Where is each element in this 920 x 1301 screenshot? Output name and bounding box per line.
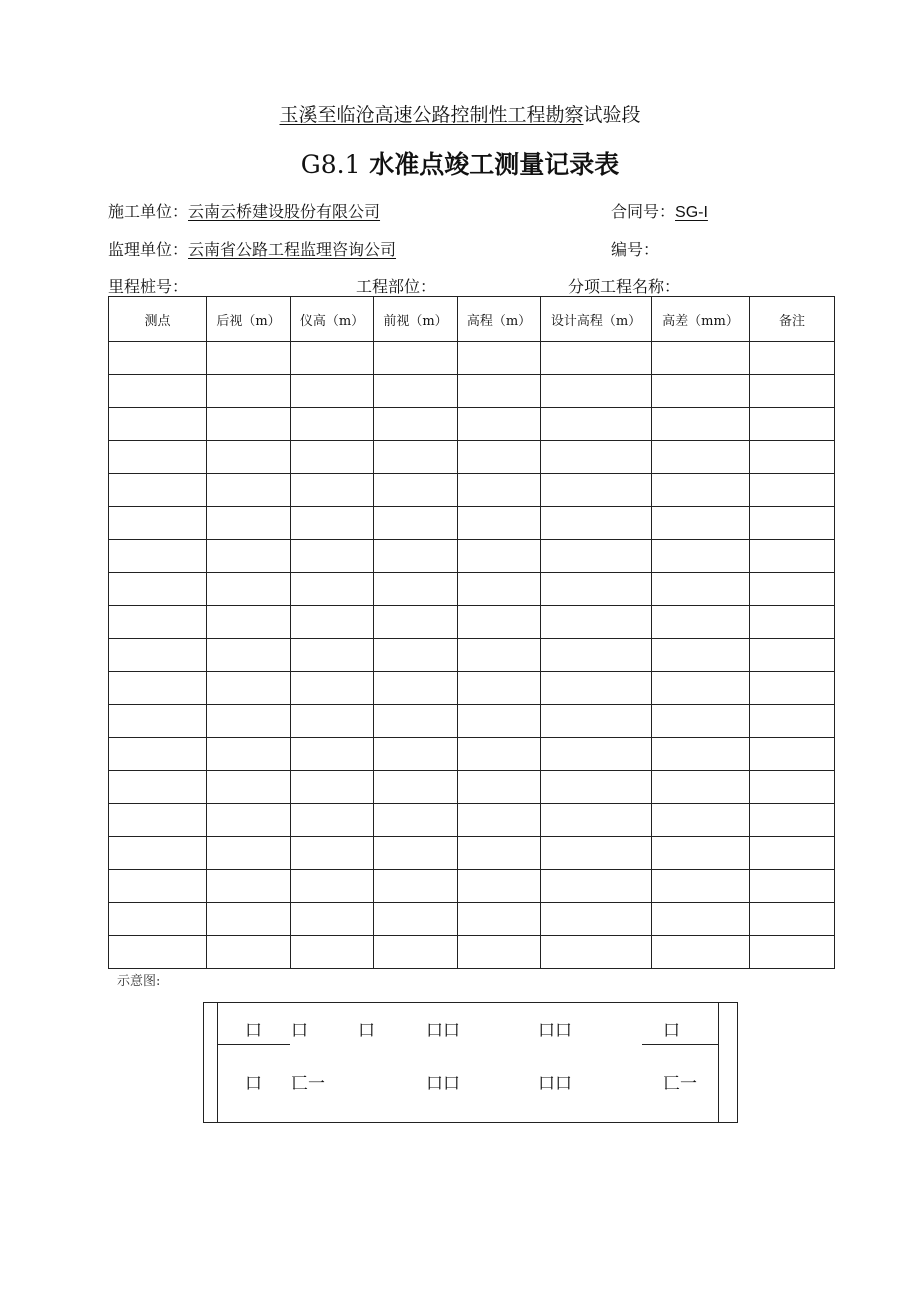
table-cell[interactable]	[541, 936, 652, 969]
table-cell[interactable]	[291, 672, 374, 705]
table-cell[interactable]	[652, 408, 750, 441]
table-cell[interactable]	[458, 639, 541, 672]
table-cell[interactable]	[541, 804, 652, 837]
table-cell[interactable]	[652, 771, 750, 804]
table-cell[interactable]	[291, 408, 374, 441]
table-cell[interactable]	[541, 540, 652, 573]
table-cell[interactable]	[109, 804, 207, 837]
table-cell[interactable]	[109, 936, 207, 969]
benchmark-marker: 口	[663, 1021, 680, 1041]
table-cell[interactable]	[109, 606, 207, 639]
table-row	[109, 408, 835, 441]
table-cell[interactable]	[207, 771, 291, 804]
table-row	[109, 936, 835, 969]
table-cell[interactable]	[652, 606, 750, 639]
table-cell[interactable]	[207, 837, 291, 870]
sketch-left-road-edge	[218, 1044, 290, 1045]
table-cell[interactable]	[109, 870, 207, 903]
table-cell[interactable]	[458, 573, 541, 606]
contractor-value: 云南云桥建设股份有限公司	[188, 202, 381, 221]
table-cell[interactable]	[652, 672, 750, 705]
table-cell[interactable]	[109, 672, 207, 705]
table-cell[interactable]	[374, 606, 458, 639]
contractor-row	[108, 199, 380, 222]
benchmark-marker-pair: 口口	[426, 1021, 460, 1041]
table-cell[interactable]	[458, 804, 541, 837]
table-cell[interactable]	[750, 870, 835, 903]
table-cell[interactable]	[458, 705, 541, 738]
table-cell[interactable]	[207, 672, 291, 705]
table-cell[interactable]	[207, 540, 291, 573]
table-cell[interactable]	[291, 507, 374, 540]
table-cell[interactable]	[374, 540, 458, 573]
table-cell[interactable]	[374, 705, 458, 738]
item-name-label: 分项工程名称：	[568, 277, 681, 296]
table-cell[interactable]	[291, 771, 374, 804]
contract-no-label: 合同号：	[611, 202, 676, 221]
table-cell[interactable]	[458, 408, 541, 441]
table-cell[interactable]	[750, 837, 835, 870]
table-cell[interactable]	[374, 771, 458, 804]
table-cell[interactable]	[750, 507, 835, 540]
table-cell[interactable]	[207, 342, 291, 375]
table-row	[109, 606, 835, 639]
station-row	[108, 274, 786, 297]
table-row	[109, 540, 835, 573]
table-cell[interactable]	[652, 375, 750, 408]
sketch-right-rail	[718, 1003, 719, 1122]
table-cell[interactable]	[652, 342, 750, 375]
col-header-elevation: 高程（m）	[458, 297, 541, 342]
col-header-backsight: 后视（m）	[207, 297, 291, 342]
table-cell[interactable]	[374, 738, 458, 771]
col-header-foresight: 前视（m）	[374, 297, 458, 342]
table-cell[interactable]	[541, 738, 652, 771]
table-cell[interactable]	[750, 342, 835, 375]
table-cell[interactable]	[458, 342, 541, 375]
table-cell[interactable]	[541, 705, 652, 738]
table-cell[interactable]	[374, 573, 458, 606]
table-row	[109, 672, 835, 705]
table-cell[interactable]	[109, 540, 207, 573]
col-header-instrument-height: 仪高（m）	[291, 297, 374, 342]
table-cell[interactable]	[291, 573, 374, 606]
table-cell[interactable]	[291, 804, 374, 837]
table-cell[interactable]	[750, 474, 835, 507]
benchmark-marker: 口	[245, 1074, 262, 1094]
table-cell[interactable]	[374, 903, 458, 936]
table-cell[interactable]	[652, 870, 750, 903]
station-label: 里程桩号：	[108, 277, 189, 296]
table-cell[interactable]	[541, 771, 652, 804]
form-title-text: 水准点竣工测量记录表	[369, 150, 620, 179]
table-cell[interactable]	[458, 771, 541, 804]
benchmark-marker-pair: 口口	[426, 1074, 460, 1094]
road-mark: 匸一	[291, 1074, 325, 1094]
table-cell[interactable]	[374, 837, 458, 870]
table-cell[interactable]	[541, 573, 652, 606]
table-row	[109, 342, 835, 375]
contractor-label: 施工单位：	[108, 202, 189, 221]
table-cell[interactable]	[652, 639, 750, 672]
table-cell[interactable]	[109, 903, 207, 936]
sketch-left-rail	[217, 1003, 218, 1122]
table-cell[interactable]	[750, 804, 835, 837]
table-row	[109, 639, 835, 672]
table-cell[interactable]	[291, 870, 374, 903]
table-row	[109, 474, 835, 507]
table-cell[interactable]	[750, 771, 835, 804]
form-code: G8.1	[300, 150, 361, 179]
form-title	[0, 145, 920, 181]
col-header-design-elevation: 设计高程（m）	[541, 297, 652, 342]
station-blank[interactable]	[188, 279, 356, 297]
table-cell[interactable]	[458, 606, 541, 639]
supervisor-value: 云南省公路工程监理咨询公司	[188, 240, 397, 259]
table-row	[109, 804, 835, 837]
table-cell[interactable]	[458, 540, 541, 573]
table-cell[interactable]	[750, 540, 835, 573]
table-cell[interactable]	[750, 705, 835, 738]
table-cell[interactable]	[291, 705, 374, 738]
supervisor-label: 监理单位：	[108, 240, 189, 259]
col-header-point: 测点	[109, 297, 207, 342]
table-cell[interactable]	[374, 342, 458, 375]
table-cell[interactable]	[374, 639, 458, 672]
table-cell[interactable]	[291, 936, 374, 969]
table-cell[interactable]	[541, 639, 652, 672]
table-cell[interactable]	[652, 936, 750, 969]
table-cell[interactable]	[458, 474, 541, 507]
table-cell[interactable]	[750, 738, 835, 771]
table-row	[109, 441, 835, 474]
table-cell[interactable]	[458, 375, 541, 408]
table-cell[interactable]	[458, 441, 541, 474]
table-cell[interactable]	[750, 573, 835, 606]
col-header-height-diff: 高差（mm）	[652, 297, 750, 342]
table-header-row	[109, 297, 835, 342]
table-body	[109, 342, 835, 969]
table-cell[interactable]	[109, 408, 207, 441]
table-cell[interactable]	[109, 573, 207, 606]
table-cell[interactable]	[541, 408, 652, 441]
table-cell[interactable]	[458, 672, 541, 705]
table-cell[interactable]	[541, 375, 652, 408]
table-cell[interactable]	[374, 936, 458, 969]
table-cell[interactable]	[374, 441, 458, 474]
table-row	[109, 903, 835, 936]
table-cell[interactable]	[207, 639, 291, 672]
contract-no-row	[611, 199, 708, 222]
table-cell[interactable]	[458, 738, 541, 771]
table-cell[interactable]	[291, 474, 374, 507]
table-cell[interactable]	[207, 738, 291, 771]
table-cell[interactable]	[207, 375, 291, 408]
table-cell[interactable]	[541, 672, 652, 705]
item-name-blank[interactable]	[694, 279, 786, 297]
table-cell[interactable]	[458, 837, 541, 870]
table-cell[interactable]	[652, 705, 750, 738]
table-cell[interactable]	[750, 639, 835, 672]
table-cell[interactable]	[291, 837, 374, 870]
table-row	[109, 705, 835, 738]
table-cell[interactable]	[652, 507, 750, 540]
table-cell[interactable]	[458, 936, 541, 969]
table-cell[interactable]	[458, 903, 541, 936]
sketch-label: 示意图:	[117, 974, 161, 989]
table-cell[interactable]	[109, 507, 207, 540]
project-title-main: 玉溪至临沧高速公路控制性工程勘察	[279, 104, 584, 126]
table-cell[interactable]	[207, 408, 291, 441]
table-cell[interactable]	[207, 441, 291, 474]
sketch-diagram	[203, 1002, 738, 1123]
benchmark-marker-pair: 口口	[538, 1021, 572, 1041]
col-header-remarks: 备注	[750, 297, 835, 342]
table-cell[interactable]	[652, 573, 750, 606]
table-cell[interactable]	[207, 507, 291, 540]
sketch-right-road-edge	[642, 1044, 718, 1045]
table-row	[109, 573, 835, 606]
table-cell[interactable]	[541, 903, 652, 936]
table-cell[interactable]	[291, 903, 374, 936]
serial-row	[611, 237, 659, 260]
table-cell[interactable]	[652, 837, 750, 870]
table-cell[interactable]	[652, 540, 750, 573]
table-cell[interactable]	[541, 870, 652, 903]
road-mark: 匸一	[663, 1074, 697, 1094]
table-cell[interactable]	[750, 903, 835, 936]
table-cell[interactable]	[109, 375, 207, 408]
contract-no-value: SG-I	[675, 204, 708, 221]
benchmark-marker: 口	[245, 1021, 262, 1041]
table-cell[interactable]	[291, 639, 374, 672]
table-row	[109, 837, 835, 870]
table-cell[interactable]	[374, 672, 458, 705]
table-cell[interactable]	[750, 672, 835, 705]
table-row	[109, 375, 835, 408]
table-cell[interactable]	[750, 936, 835, 969]
table-row	[109, 870, 835, 903]
table-row	[109, 507, 835, 540]
table-cell[interactable]	[109, 738, 207, 771]
table-cell[interactable]	[109, 474, 207, 507]
table-cell[interactable]	[750, 408, 835, 441]
table-cell[interactable]	[207, 474, 291, 507]
table-cell[interactable]	[750, 606, 835, 639]
table-cell[interactable]	[750, 375, 835, 408]
supervisor-row	[108, 237, 396, 260]
serial-label: 编号：	[611, 240, 660, 259]
table-cell[interactable]	[207, 870, 291, 903]
table-row	[109, 738, 835, 771]
table-cell[interactable]	[541, 606, 652, 639]
table-cell[interactable]	[750, 441, 835, 474]
location-label: 工程部位：	[356, 277, 437, 296]
table-cell[interactable]	[291, 342, 374, 375]
table-cell[interactable]	[109, 342, 207, 375]
table-row	[109, 771, 835, 804]
project-title	[0, 100, 920, 127]
benchmark-marker-pair: 口口	[538, 1074, 572, 1094]
table-cell[interactable]	[541, 837, 652, 870]
table-cell[interactable]	[541, 441, 652, 474]
table-cell[interactable]	[207, 903, 291, 936]
table-cell[interactable]	[291, 540, 374, 573]
table-cell[interactable]	[109, 705, 207, 738]
benchmark-marker: 口	[358, 1021, 375, 1041]
project-title-tail: 试验段	[583, 104, 641, 126]
table-cell[interactable]	[109, 837, 207, 870]
table-cell[interactable]	[652, 441, 750, 474]
table-cell[interactable]	[109, 441, 207, 474]
table-cell[interactable]	[458, 507, 541, 540]
table-cell[interactable]	[374, 474, 458, 507]
table-cell[interactable]	[207, 936, 291, 969]
table-cell[interactable]	[291, 441, 374, 474]
table-cell[interactable]	[207, 573, 291, 606]
survey-record-table	[108, 296, 835, 969]
table-cell[interactable]	[652, 804, 750, 837]
table-cell[interactable]	[291, 738, 374, 771]
table-cell[interactable]	[374, 408, 458, 441]
table-cell[interactable]	[541, 342, 652, 375]
table-cell[interactable]	[374, 507, 458, 540]
table-cell[interactable]	[207, 606, 291, 639]
table-cell[interactable]	[374, 804, 458, 837]
table-cell[interactable]	[109, 639, 207, 672]
table-cell[interactable]	[541, 507, 652, 540]
table-cell[interactable]	[458, 870, 541, 903]
table-cell[interactable]	[207, 705, 291, 738]
table-cell[interactable]	[109, 771, 207, 804]
table-cell[interactable]	[374, 870, 458, 903]
table-cell[interactable]	[652, 903, 750, 936]
benchmark-marker: 口	[291, 1021, 308, 1041]
table-cell[interactable]	[652, 474, 750, 507]
table-cell[interactable]	[652, 738, 750, 771]
location-blank[interactable]	[448, 279, 568, 297]
table-cell[interactable]	[207, 804, 291, 837]
table-cell[interactable]	[291, 375, 374, 408]
table-cell[interactable]	[541, 474, 652, 507]
table-cell[interactable]	[374, 375, 458, 408]
table-cell[interactable]	[291, 606, 374, 639]
